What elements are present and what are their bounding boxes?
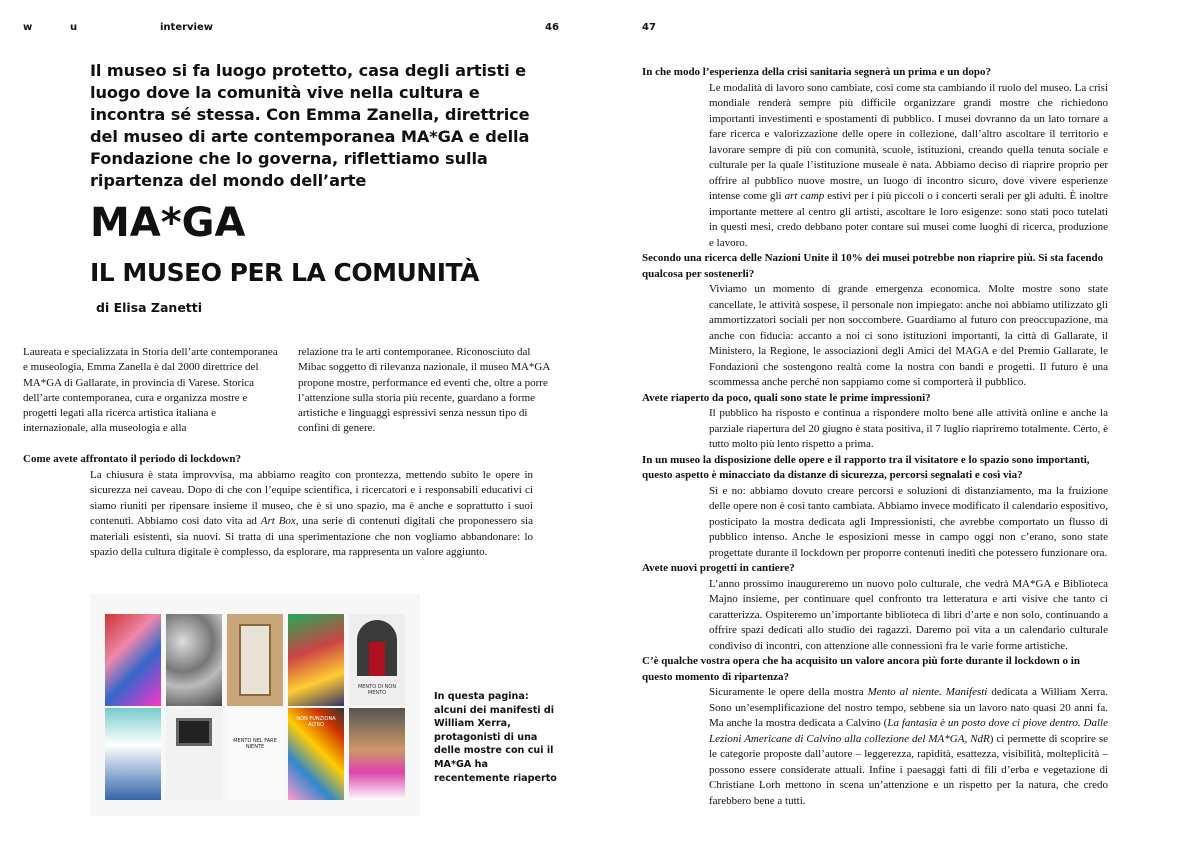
answer: Sicuramente le opere della mostra Mento al niente. Manifesti dedicata a William Xerra. Sono un’esemplificazione del nostro tempo, sebbene sia un lavoro nato quasi 20 anni fa. Ma anche la mostra dedicata a Calvino (La fantasia è un posto dove ci piove dentro. Dalle Lezioni Americane di Calvino alla collezione del MA*GA, NdR) ci permette di scoprire se le categorie proposte dall’autore – leggerezza, rapidità, esattezza, visibilità, molteplicità – possono essere considerate attuali. Infine i paesaggi fatti di fili d’erba e vegetazione di Christiane Lorh mettono in scena un’attenzione e un rispetto per la natura, che credo farebbero bene a tutti. <box>709 686 1108 807</box>
lead-paragraph: Il museo si fa luogo protetto, casa degli artisti e luogo dove la comunità vive nella cultura e incontra sé stessa. Con Emma Zanella, direttrice del museo di arte contemporanea MA*GA e della Fondazione che lo governa, riflettiamo sulla ripartenza del mondo dell’arte <box>90 61 530 190</box>
header-letter-w: w <box>23 22 33 33</box>
bio-column-2: relazione tra le arti contemporanee. Riconosciuto dal Mibac soggetto di rilevanza nazionale, il museo MA*GA propone mostre, performance ed eventi che, oltre a porre l’attenzione sulla storia più recente, guardano a forme artistiche e linguaggi espressivi senza nessun tipo di confini di genere. <box>298 346 550 435</box>
question: C’è qualche vostra opera che ha acquisito un valore ancora più forte durante il lockdown o in questo momento di ripartenza? <box>642 655 1080 683</box>
section-label: interview <box>160 22 214 33</box>
poster-image <box>105 708 161 800</box>
poster-image <box>349 614 405 706</box>
poster-caption: NON FUNZIONA ALTRO <box>296 716 336 728</box>
article-title: MA*GA <box>90 200 246 246</box>
poster-caption: MENTO DI NON MENTO <box>357 684 397 696</box>
poster-image <box>227 708 283 800</box>
figure-caption: In questa pagina: alcuni dei manifesti di William Xerra, protagonisti di una delle mostre con cui il MA*GA ha recentemente riaperto <box>434 691 557 784</box>
answer: La chiusura è stata improvvisa, ma abbiamo reagito con prontezza, mettendo subito le opere in sicurezza nei caveau. Dopo di che con l’equipe scientifica, i ricercatori e i responsabili educativi ci siamo riuniti per ripensare insieme il museo, che è sì uno spazio, ma è anche e soprattutto i suoi contenuti. Abbiamo così dato vita ad Art Box, una serie di contenuti digitali che proponessero sia materiali esistenti, sia nuovi. Si tratta di una sperimentazione che non vogliamo abbandonare: lo spazio della cultura digitale è complesso, da esplorare, ma rappresenta un valore aggiunto. <box>90 468 533 558</box>
page-number-right: 47 <box>642 22 656 33</box>
article-subtitle: IL MUSEO PER LA COMUNITÀ <box>90 258 479 287</box>
page-number-left: 46 <box>545 22 559 33</box>
question: Avete nuovi progetti in cantiere? <box>642 562 795 574</box>
left-interview-block <box>23 452 533 561</box>
question: Avete riaperto da poco, quali sono state le prime impressioni? <box>642 391 931 404</box>
answer: L’anno prossimo inaugureremo un nuovo polo culturale, che vedrà MA*GA e Biblioteca Majno insieme, per continuare quel confronto tra letteratura e arti visive che tanto ci caratterizza. Ospiteremo un’importante biblioteca di libri d’arte e non solo, continuando a offrire spazi dedicati allo studio dei ragazzi. Daremo poi vita a un calendario culturale condiviso di incontri, con attenzione alle connessioni fra le varie forme artistiche. <box>709 577 1108 652</box>
right-interview-column <box>642 65 1108 809</box>
qa-block <box>642 65 1108 251</box>
header-letter-u: u <box>70 22 78 33</box>
question: Secondo una ricerca delle Nazioni Unite il 10% dei musei potrebbe non riaprire più. Si sta facendo qualcosa per sostenerli? <box>642 252 1104 280</box>
poster-image <box>349 708 405 800</box>
qa-block <box>642 391 1108 453</box>
poster-figure <box>90 594 420 816</box>
question: Come avete affrontato il periodo di lockdown? <box>23 453 241 465</box>
poster-image <box>288 614 344 706</box>
qa-block <box>642 654 1108 809</box>
poster-image <box>227 614 283 706</box>
qa-block <box>642 251 1108 391</box>
poster-image <box>166 614 222 706</box>
question: In un museo la disposizione delle opere e il rapporto tra il visitatore e lo spazio sono importanti, questo aspetto è minacciato da distanze di sicurezza, percorsi segnalati e così via? <box>642 453 1090 481</box>
poster-caption: MENTO NEL FARE NIENTE <box>233 738 277 750</box>
answer: Le modalità di lavoro sono cambiate, così come sta cambiando il ruolo del museo. La crisi mondiale renderà sempre più difficile organizzare grandi mostre che richiedono importanti investimenti e spostamenti di pubblico. I musei dovranno da un lato tornare a fare ricerca e valorizzazione delle opere in collezione, dall’altro ascoltare il territorio e lavorare sempre di più con comunità, scuole, istituzioni, creando quella tenuta sociale e culturale per la quale l’istituzione museale è nata. Abbiamo deciso di riaprire proprio per offrire al pubblico nuove mostre, un luogo di incontro sicuro, dove vivere esperienze intense come gli art camp estivi per i più piccoli o i concerti serali per gli adulti. È inoltre importante mettere al centro gli artisti, ascoltare le loro esigenze: sono stati poco tutelati in questi mesi, credo debbano poter contare sui musei come luoghi di ricerca, produzione e lavoro. <box>709 81 1108 249</box>
answer: Sì e no: abbiamo dovuto creare percorsi e soluzioni di distanziamento, ma la fruizione delle opere non è così tanto cambiata. Abbiamo invece modificato il calendario espositivo, posticipato la mostra dedicata agli Impressionisti, che avrebbe comportato un flusso di pubblico intenso. Anche le esposizioni messe in campo oggi non c’erano, sono state progettate durante il lockdown per proporre contenuti inediti che potessero funzionare ora. <box>709 484 1108 559</box>
answer: Viviamo un momento di grande emergenza economica. Molte mostre sono state cancellate, le attività sospese, il personale non impiegato: anche noi abbiamo utilizzato gli ammortizzatori sociali per non soccombere. Guardiamo al futuro con preoccupazione, ma anche con fiducia: accanto a noi ci sono istituzioni importanti, la città di Gallarate, il Ministero, la Regione, le associazioni degli Amici del MAGA e del Premio Gallarate, le Fondazioni che sostengono realtà come la nostra con bandi e progetti. Il futuro è una scommessa anche perché non sappiamo come si comporterà il pubblico. <box>709 283 1108 388</box>
poster-image <box>166 708 222 800</box>
qa-block <box>642 561 1108 654</box>
byline: di Elisa Zanetti <box>96 300 203 315</box>
qa-block <box>642 453 1108 562</box>
question: In che modo l’esperienza della crisi sanitaria segnerà un prima e un dopo? <box>642 66 991 78</box>
poster-image <box>288 708 344 800</box>
bio-column-1: Laureata e specializzata in Storia dell’arte contemporanea e museologia, Emma Zanella è dal 2000 direttrice del MA*GA di Gallarate, in provincia di Varese. Storica dell’arte contemporanea, cura e organizza mostre e progetti legati alla ricerca artistica italiana e internazionale, alla museologia e alla <box>23 346 278 435</box>
poster-image <box>105 614 161 706</box>
answer: Il pubblico ha risposto e continua a rispondere molto bene alle attività online e anche la parziale riapertura del 20 giugno è stata positiva, il 7 luglio riapriremo totalmente. Certo, è tutto molto più lento rispetto a prima. <box>709 407 1108 450</box>
